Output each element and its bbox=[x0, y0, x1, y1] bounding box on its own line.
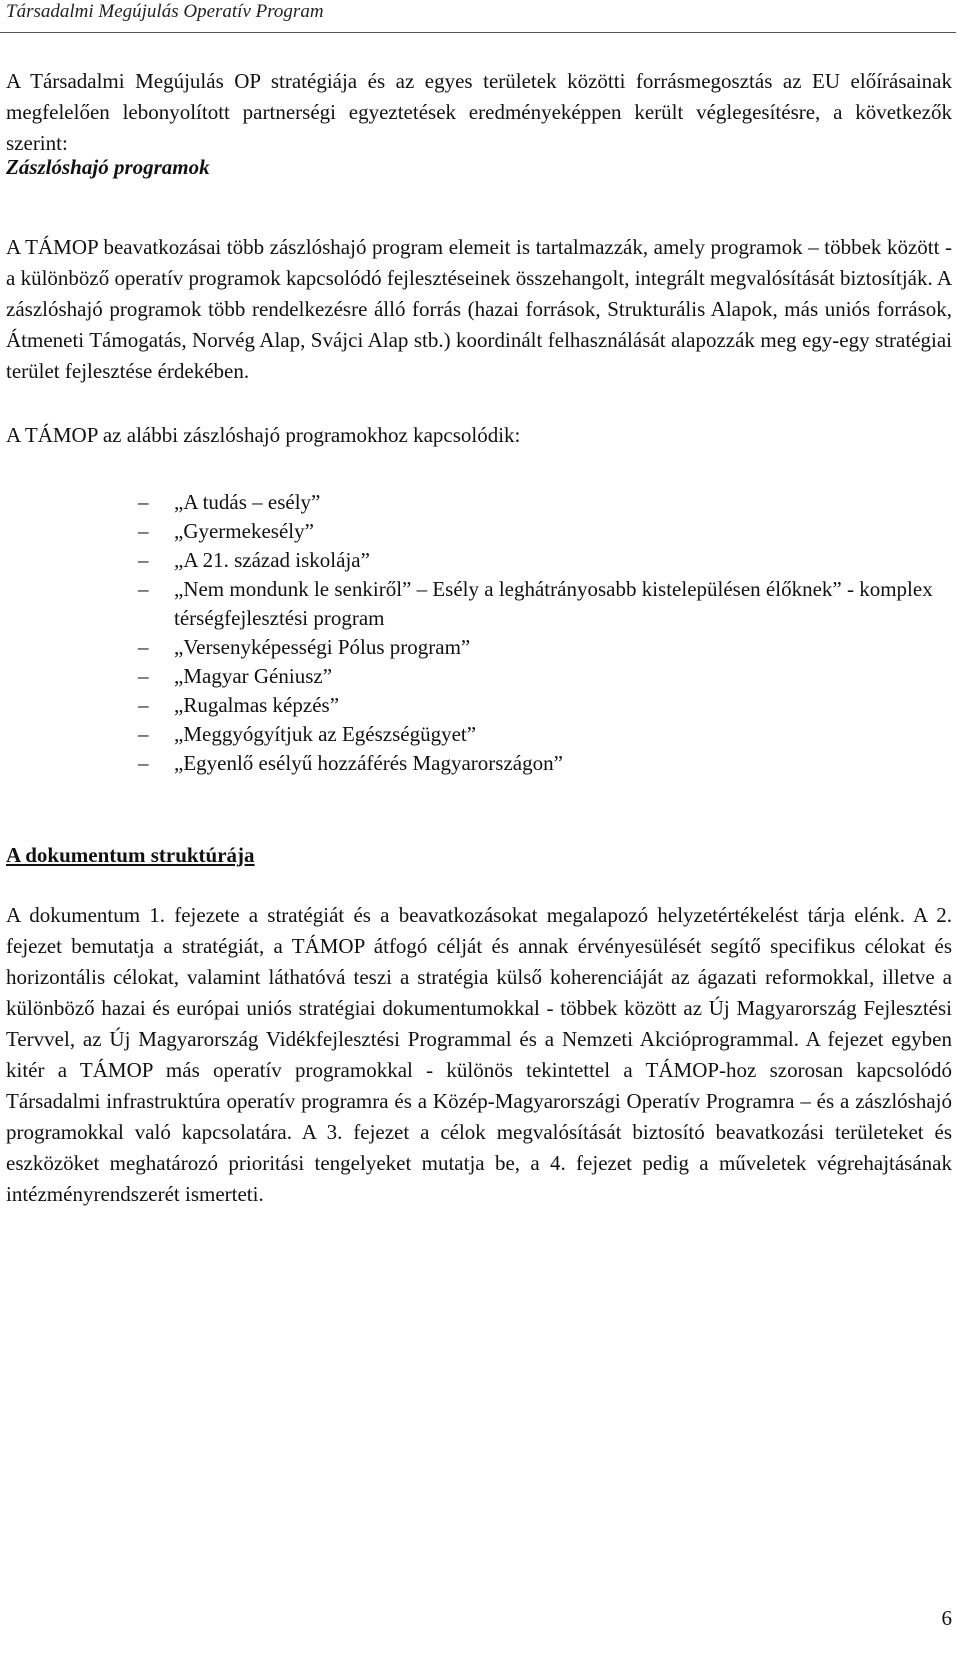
header-divider bbox=[0, 32, 956, 33]
dash-bullet: – bbox=[138, 577, 149, 601]
flagship-paragraph: A TÁMOP beavatkozásai több zászlóshajó program elemeit is tartalmazzák, amely programok – többek között - a különböző operatív programok kapcsolódó fejlesztéseinek összehangolt, integrált megvalósítását biztosítják. A zászlóshajó programok több rendelkezésre álló forrás (hazai források, Strukturális Alapok, más uniós források, Átmeneti Támogatás, Norvég Alap, Svájci Alap stb.) koordinált felhasználását alapozzák meg egy-egy stratégiai terület fejlesztése érdekében. bbox=[6, 235, 952, 383]
dash-bullet: – bbox=[138, 548, 149, 572]
dash-bullet: – bbox=[138, 635, 149, 659]
list-item: – „Versenyképességi Pólus program” bbox=[138, 633, 938, 662]
running-header: Társadalmi Megújulás Operatív Program bbox=[6, 1, 324, 22]
page-number: 6 bbox=[941, 1606, 952, 1630]
dash-bullet: – bbox=[138, 693, 149, 717]
list-item: – „Magyar Géniusz” bbox=[138, 662, 938, 691]
section-heading-flagship: Zászlóshajó programok bbox=[6, 155, 210, 179]
list-item: – „Rugalmas képzés” bbox=[138, 691, 938, 720]
dash-bullet: – bbox=[138, 519, 149, 543]
list-intro: A TÁMOP az alábbi zászlóshajó programokhoz kapcsolódik: bbox=[6, 423, 521, 447]
dash-bullet: – bbox=[138, 722, 149, 746]
dash-bullet: – bbox=[138, 490, 149, 514]
list-item: – „A tudás – esély” bbox=[138, 488, 938, 517]
list-item: – „Nem mondunk le senkiről” – Esély a leghátrányosabb kistelepülésen élőknek” - komplex térségfejlesztési program bbox=[138, 577, 933, 630]
section-heading-structure: A dokumentum struktúrája bbox=[6, 843, 255, 867]
list-item: – „Meggyógyítjuk az Egészségügyet” bbox=[138, 720, 938, 749]
intro-paragraph: A Társadalmi Megújulás OP stratégiája és az egyes területek közötti forrásmegosztás az EU előírásainak megfelelően lebonyolított partnerségi egyeztetések eredményeképpen került véglegesítésre, a következők szerint: bbox=[6, 69, 952, 155]
list-item: – „Gyermekesély” bbox=[138, 517, 938, 546]
dash-bullet: – bbox=[138, 664, 149, 688]
dash-bullet: – bbox=[138, 751, 149, 775]
list-item: – „A 21. század iskolája” bbox=[138, 546, 938, 575]
flagship-program-list bbox=[138, 488, 938, 778]
structure-paragraph: A dokumentum 1. fejezete a stratégiát és a beavatkozásokat megalapozó helyzetértékelést tárja elénk. A 2. fejezet bemutatja a stratégiát, a TÁMOP átfogó célját és annak érvényesülését segítő specifikus célokat és horizontális célokat, valamint láthatóvá teszi a stratégia külső koherenciáját az ágazati reformokkal, illetve a különböző hazai és európai uniós stratégiai dokumentumokkal - többek között az Új Magyarország Fejlesztési Tervvel, az Új Magyarország Vidékfejlesztési Programmal és a Nemzeti Akcióprogrammal. A fejezet egyben kitér a TÁMOP más operatív programokkal - különös tekintettel a TÁMOP-hoz szorosan kapcsolódó Társadalmi infrastruktúra operatív programra és a Közép-Magyarországi Operatív Programra – és a zászlóshajó programokkal való kapcsolatára. A 3. fejezet a célok megvalósítását biztosító beavatkozási területeket és eszközöket meghatározó prioritási tengelyeket mutatja be, a 4. fejezet pedig a műveletek végrehajtásának intézményrendszerét ismerteti. bbox=[6, 903, 952, 1206]
list-item: – „Egyenlő esélyű hozzáférés Magyarországon” bbox=[138, 749, 938, 778]
